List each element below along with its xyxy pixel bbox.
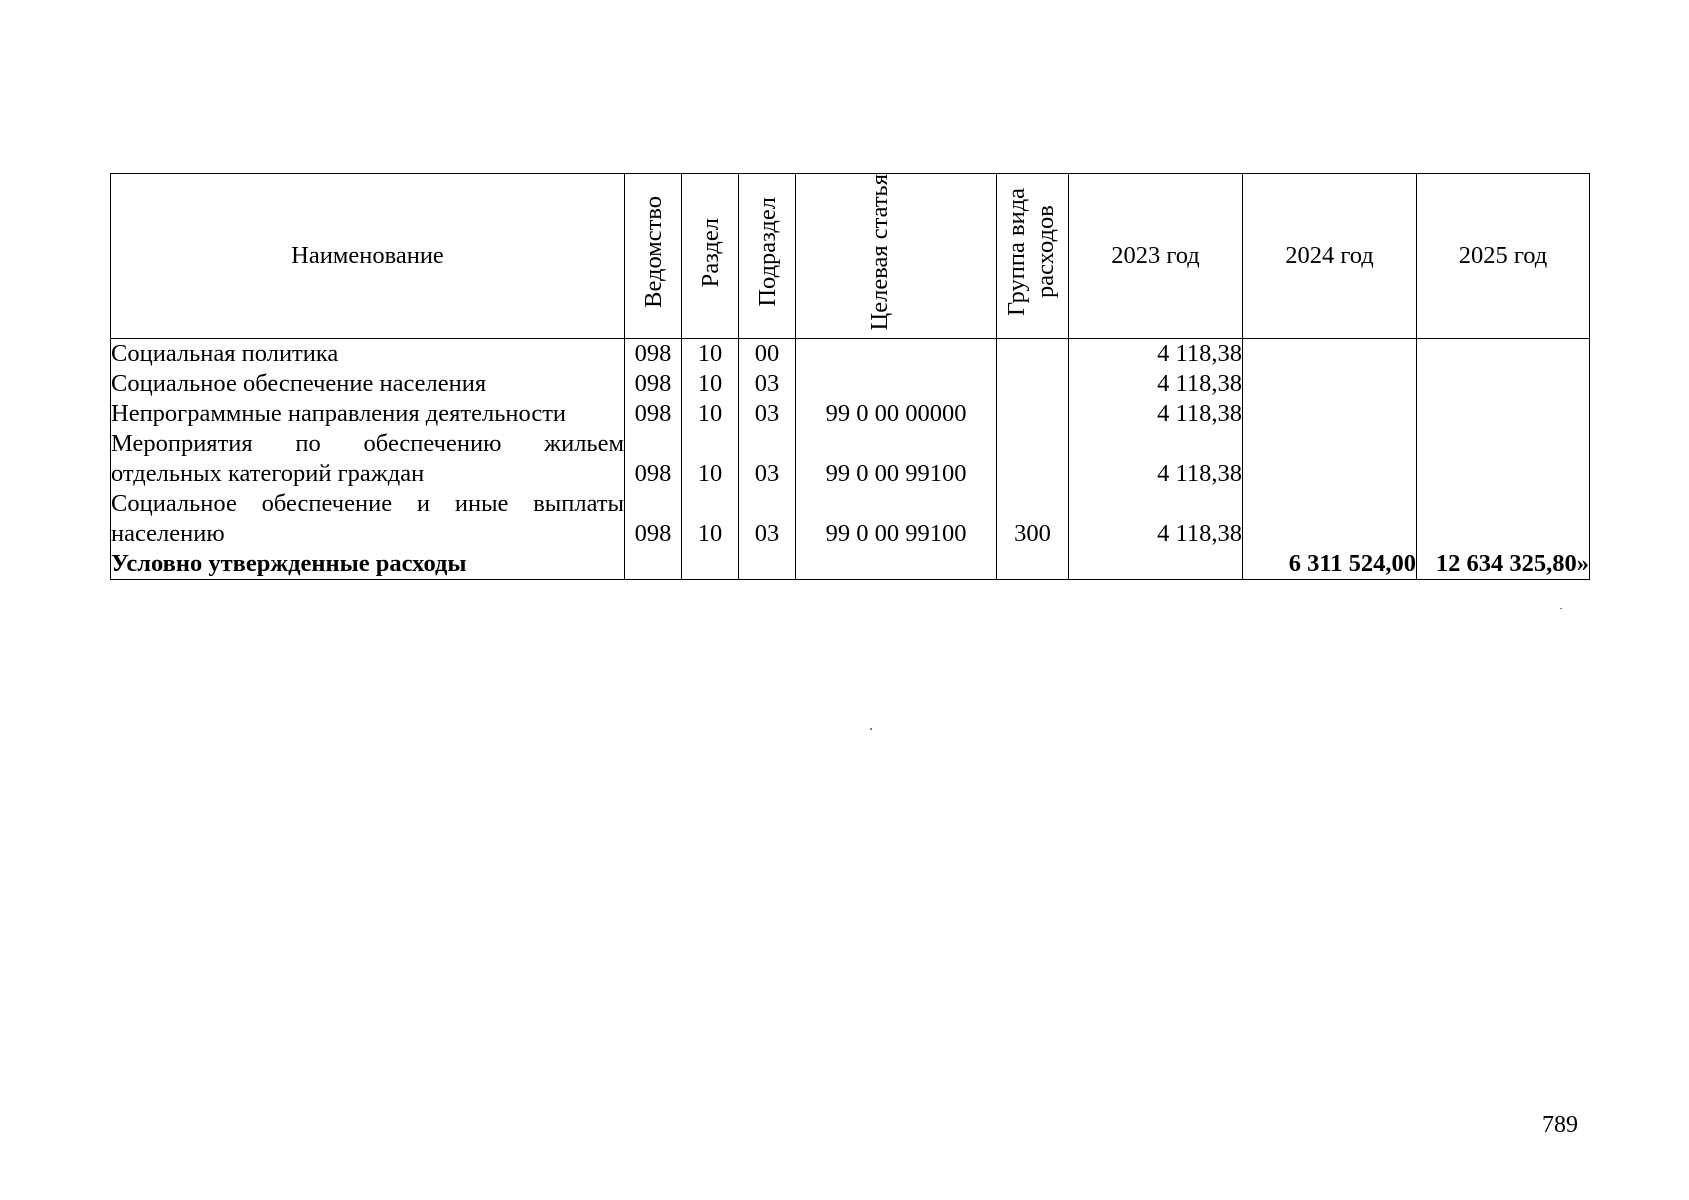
row-podrazdel: 03 xyxy=(739,399,796,429)
row-2024 xyxy=(1243,399,1417,429)
row-razdel xyxy=(682,549,739,580)
row-2025: 12 634 325,80» xyxy=(1417,549,1590,580)
row-celevaya xyxy=(796,549,997,580)
row-vedomstvo: 098 xyxy=(625,399,682,429)
header-gruppa: Группа вида расходов xyxy=(997,174,1069,339)
header-2025: 2025 год xyxy=(1417,174,1590,339)
row-razdel: 10 xyxy=(682,429,739,489)
row-celevaya xyxy=(796,369,997,399)
row-2023: 4 118,38 xyxy=(1069,399,1243,429)
row-vedomstvo: 098 xyxy=(625,369,682,399)
table-row xyxy=(111,489,1590,549)
row-2023: 4 118,38 xyxy=(1069,429,1243,489)
row-celevaya: 99 0 00 00000 xyxy=(796,399,997,429)
page-number: 789 xyxy=(1542,1112,1578,1138)
row-gruppa xyxy=(997,399,1069,429)
row-2023 xyxy=(1069,549,1243,580)
row-podrazdel: 03 xyxy=(739,429,796,489)
row-name: Социальное обеспечение и иные выплаты населению xyxy=(111,490,624,548)
row-gruppa xyxy=(997,549,1069,580)
row-celevaya: 99 0 00 99100 xyxy=(796,429,997,489)
row-celevaya xyxy=(796,339,997,370)
row-2024: 6 311 524,00 xyxy=(1243,549,1417,580)
row-gruppa xyxy=(997,429,1069,489)
row-gruppa xyxy=(997,369,1069,399)
row-2023: 4 118,38 xyxy=(1069,339,1243,370)
row-2024 xyxy=(1243,429,1417,489)
total-row xyxy=(111,549,1590,580)
row-razdel: 10 xyxy=(682,489,739,549)
header-2024: 2024 год xyxy=(1243,174,1417,339)
row-podrazdel xyxy=(739,549,796,580)
row-razdel: 10 xyxy=(682,399,739,429)
row-2023: 4 118,38 xyxy=(1069,489,1243,549)
row-vedomstvo: 098 xyxy=(625,489,682,549)
row-2025 xyxy=(1417,429,1590,489)
row-gruppa xyxy=(997,339,1069,370)
row-2025 xyxy=(1417,339,1590,370)
row-podrazdel: 03 xyxy=(739,369,796,399)
row-razdel: 10 xyxy=(682,369,739,399)
row-2025 xyxy=(1417,399,1590,429)
table-row xyxy=(111,369,1590,399)
row-name: Социальная политика xyxy=(111,339,625,370)
row-vedomstvo: 098 xyxy=(625,339,682,370)
row-celevaya: 99 0 00 99100 xyxy=(796,489,997,549)
scan-speck xyxy=(1560,608,1562,609)
table-row xyxy=(111,339,1590,370)
header-vedomstvo: Ведомство xyxy=(625,174,682,339)
row-2024 xyxy=(1243,369,1417,399)
table-row xyxy=(111,429,1590,489)
row-podrazdel: 00 xyxy=(739,339,796,370)
table-row xyxy=(111,399,1590,429)
header-2023: 2023 год xyxy=(1069,174,1243,339)
scan-speck xyxy=(870,728,872,730)
header-row xyxy=(111,174,1590,339)
row-2024 xyxy=(1243,489,1417,549)
row-name: Социальное обеспечение населения xyxy=(111,369,625,399)
row-2023: 4 118,38 xyxy=(1069,369,1243,399)
row-2024 xyxy=(1243,339,1417,370)
row-name: Мероприятия по обеспечению жильем отдельных категорий граждан xyxy=(111,430,624,488)
row-razdel: 10 xyxy=(682,339,739,370)
header-podrazdel: Подраздел xyxy=(739,174,796,339)
budget-table xyxy=(110,173,1590,580)
header-name: Наименование xyxy=(111,174,625,339)
header-celevaya: Целевая статья xyxy=(796,174,997,339)
row-vedomstvo xyxy=(625,549,682,580)
header-razdel: Раздел xyxy=(682,174,739,339)
row-name: Условно утвержденные расходы xyxy=(111,549,625,580)
row-2025 xyxy=(1417,489,1590,549)
row-2025 xyxy=(1417,369,1590,399)
row-podrazdel: 03 xyxy=(739,489,796,549)
row-vedomstvo: 098 xyxy=(625,429,682,489)
row-gruppa: 300 xyxy=(997,489,1069,549)
row-name: Непрограммные направления деятельности xyxy=(111,399,625,429)
